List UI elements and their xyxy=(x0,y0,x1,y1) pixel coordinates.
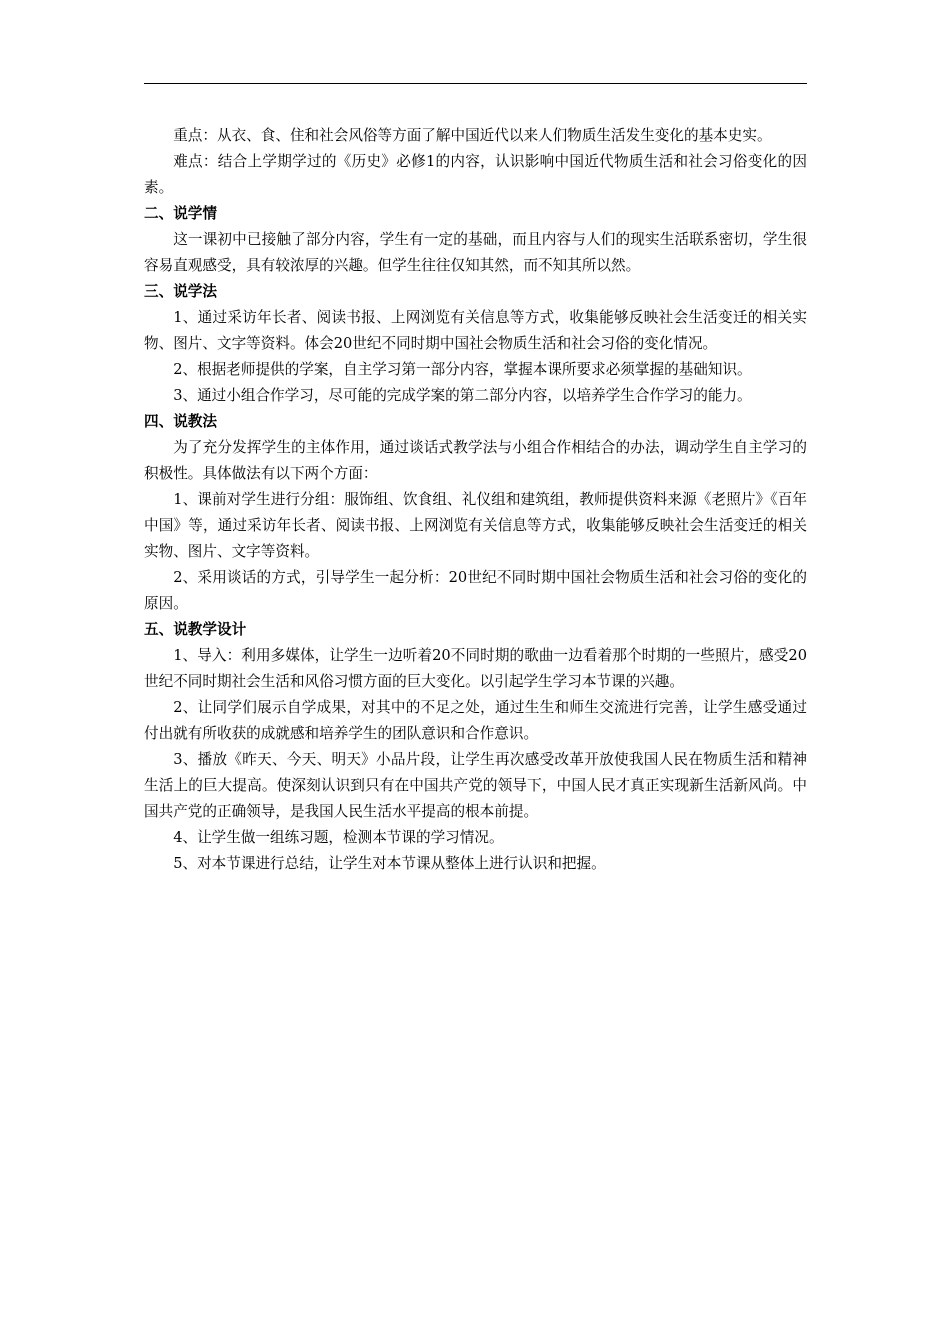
section-teaching-design xyxy=(144,617,807,877)
paragraph: 1、导入：利用多媒体，让学生一边听着20不同时期的歌曲一边看着那个时期的一些照片，感受20世纪不同时期社会生活和风俗习惯方面的巨大变化。以引起学生学习本节课的兴趣。 xyxy=(144,647,807,690)
paragraph: 2、根据老师提供的学案，自主学习第一部分内容，掌握本课所要求必须掌握的基础知识。 xyxy=(173,361,752,378)
paragraph: 为了充分发挥学生的主体作用，通过谈话式教学法与小组合作相结合的办法，调动学生自主学习的积极性。具体做法有以下两个方面： xyxy=(144,439,807,482)
section-teaching-method xyxy=(144,409,807,617)
section-heading: 三、说学法 xyxy=(144,283,217,300)
paragraph: 4、让学生做一组练习题，检测本节课的学习情况。 xyxy=(173,829,504,846)
paragraph: 1、通过采访年长者、阅读书报、上网浏览有关信息等方式，收集能够反映社会生活变迁的相关实物、图片、文字等资料。体会20世纪不同时期中国社会物质生活和社会习俗的变化情况。 xyxy=(144,309,807,352)
section-heading: 二、说学情 xyxy=(144,205,217,222)
paragraph: 5、对本节课进行总结，让学生对本节课从整体上进行认识和把握。 xyxy=(173,855,606,872)
section-learning-method xyxy=(144,279,807,409)
section-heading: 四、说教法 xyxy=(144,413,217,430)
paragraph: 2、让同学们展示自学成果，对其中的不足之处，通过生生和师生交流进行完善，让学生感受通过付出就有所收获的成就感和培养学生的团队意识和合作意识。 xyxy=(144,699,807,742)
document-body xyxy=(144,123,807,877)
section-learning-situation xyxy=(144,201,807,279)
paragraph: 3、播放《昨天、今天、明天》小品片段，让学生再次感受改革开放使我国人民在物质生活和精神生活上的巨大提高。使深刻认识到只有在中国共产党的领导下，中国人民才真正实现新生活新风尚。中国共产党的正确领导，是我国人民生活水平提高的根本前提。 xyxy=(144,751,807,820)
section-heading: 五、说教学设计 xyxy=(144,621,247,638)
paragraph: 2、采用谈话的方式，引导学生一起分析：20世纪不同时期中国社会物质生活和社会习俗的变化的原因。 xyxy=(144,569,807,612)
paragraph: 3、通过小组合作学习，尽可能的完成学案的第二部分内容，以培养学生合作学习的能力。 xyxy=(173,387,752,404)
header-rule xyxy=(144,83,807,84)
difficulty-paragraph: 难点：结合上学期学过的《历史》必修1的内容，认识影响中国近代物质生活和社会习俗变化的因素。 xyxy=(144,153,807,196)
key-points-paragraph: 重点：从衣、食、住和社会风俗等方面了解中国近代以来人们物质生活发生变化的基本史实。 xyxy=(173,127,772,144)
paragraph: 这一课初中已接触了部分内容，学生有一定的基础，而且内容与人们的现实生活联系密切，学生很容易直观感受，具有较浓厚的兴趣。但学生往往仅知其然，而不知其所以然。 xyxy=(144,231,807,274)
paragraph: 1、课前对学生进行分组：服饰组、饮食组、礼仪组和建筑组，教师提供资料来源《老照片》《百年中国》等，通过采访年长者、阅读书报、上网浏览有关信息等方式，收集能够反映社会生活变迁的相关实物、图片、文字等资料。 xyxy=(144,491,807,560)
